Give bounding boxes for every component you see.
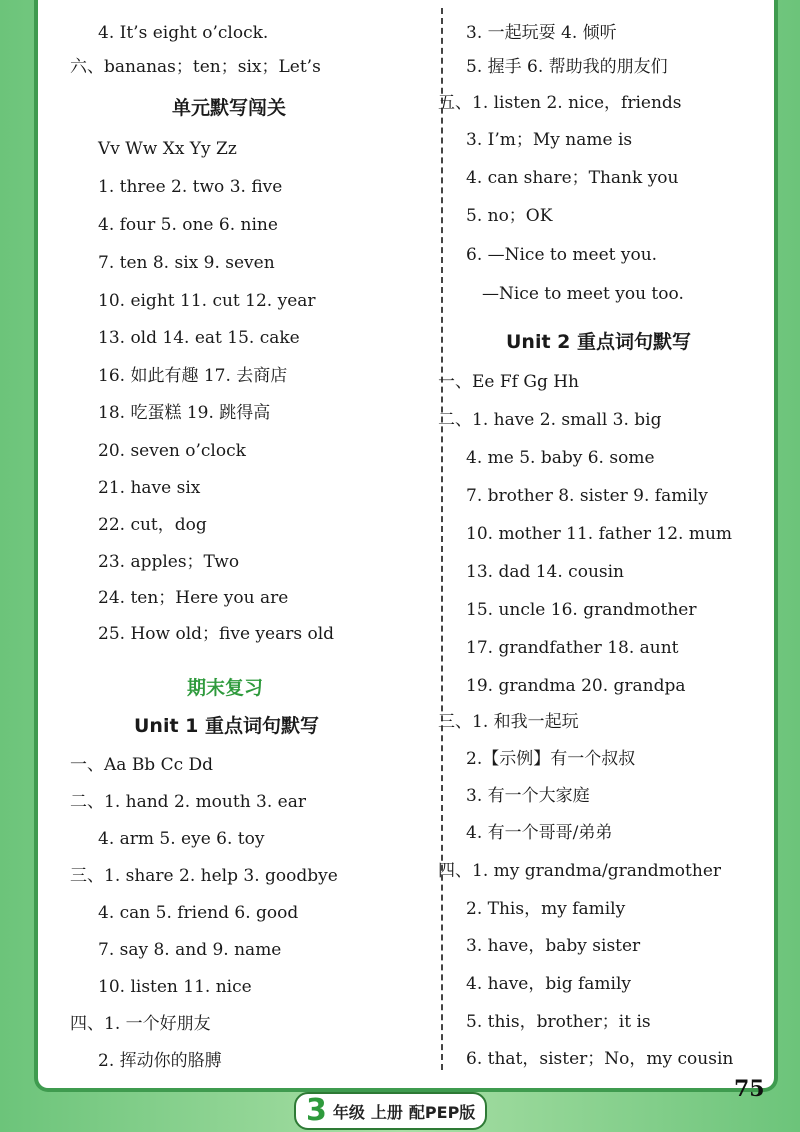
- answer-line: 6. that，sister；No，my cousin: [466, 1049, 734, 1069]
- answer-line: 17. grandfather 18. aunt: [466, 638, 679, 658]
- answer-line: 7. ten 8. six 9. seven: [98, 253, 275, 273]
- answer-line: 7. say 8. and 9. name: [98, 940, 282, 960]
- answer-line: 4. can 5. friend 6. good: [98, 903, 299, 923]
- column-divider: [441, 8, 443, 1070]
- page-number: 75: [734, 1076, 765, 1102]
- answer-line: 2. 挥动你的胳膊: [98, 1051, 222, 1071]
- answer-line: 16. 如此有趣 17. 去商店: [98, 366, 288, 386]
- answer-line: 10. eight 11. cut 12. year: [98, 291, 316, 311]
- answer-line: 13. dad 14. cousin: [466, 562, 624, 582]
- answer-line: 四、1. 一个好朋友: [70, 1014, 211, 1034]
- answer-line: 2. This，my family: [466, 899, 626, 919]
- answer-line: 二、1. hand 2. mouth 3. ear: [70, 792, 306, 812]
- grade-number: 3: [306, 1093, 327, 1128]
- answer-line: 4. arm 5. eye 6. toy: [98, 829, 265, 849]
- answer-line: 4. me 5. baby 6. some: [466, 448, 655, 468]
- answer-line: 2.【示例】有一个叔叔: [466, 749, 636, 769]
- answer-line: 一、Ee Ff Gg Hh: [438, 372, 580, 392]
- answer-line: 1. three 2. two 3. five: [98, 177, 283, 197]
- section-heading-final-review: 期末复习: [187, 677, 264, 699]
- answer-line: 5. no；OK: [466, 206, 553, 226]
- answer-line: 4. can share；Thank you: [466, 168, 679, 188]
- section-heading-unit1: Unit 1 重点词句默写: [134, 715, 319, 737]
- answer-line: 4. four 5. one 6. nine: [98, 215, 278, 235]
- answer-page: [34, 0, 778, 1092]
- answer-line: 25. How old；five years old: [98, 624, 335, 644]
- grade-badge: [294, 1092, 487, 1130]
- grade-label: 年级: [332, 1102, 365, 1122]
- answer-line: 3. I’m；My name is: [466, 130, 633, 150]
- answer-line: 三、1. 和我一起玩: [438, 712, 579, 732]
- answer-line: 4. 有一个哥哥/弟弟: [466, 823, 613, 843]
- volume-label: 上册: [370, 1102, 403, 1122]
- answer-line: 22. cut，dog: [98, 515, 207, 535]
- answer-line: 三、1. share 2. help 3. goodbye: [70, 866, 338, 886]
- answer-line: 20. seven o’clock: [98, 441, 246, 461]
- answer-line: 3. 有一个大家庭: [466, 786, 590, 806]
- answer-line: 10. listen 11. nice: [98, 977, 252, 997]
- edition-label: 配PEP版: [408, 1102, 476, 1122]
- answer-line: 24. ten；Here you are: [98, 588, 289, 608]
- answer-line: Vv Ww Xx Yy Zz: [98, 139, 237, 159]
- answer-line: 23. apples；Two: [98, 552, 240, 572]
- answer-line: 10. mother 11. father 12. mum: [466, 524, 733, 544]
- answer-line: 13. old 14. eat 15. cake: [98, 328, 300, 348]
- answer-line: 一、Aa Bb Cc Dd: [70, 755, 214, 775]
- answer-line: 5. 握手 6. 帮助我的朋友们: [466, 57, 668, 77]
- answer-line: 19. grandma 20. grandpa: [466, 676, 686, 696]
- answer-line: 15. uncle 16. grandmother: [466, 600, 697, 620]
- answer-line: 二、1. have 2. small 3. big: [438, 410, 662, 430]
- answer-line: 3. 一起玩耍 4. 倾听: [466, 23, 617, 43]
- answer-line: 18. 吃蛋糕 19. 跳得高: [98, 403, 271, 423]
- answer-line: 21. have six: [98, 478, 201, 498]
- answer-line: 六、bananas；ten；six；Let’s: [70, 57, 321, 77]
- answer-line: 3. have，baby sister: [466, 936, 641, 956]
- answer-line: 4. It’s eight o’clock.: [98, 23, 269, 43]
- answer-line: 6. —Nice to meet you.: [466, 245, 658, 265]
- answer-line: 四、1. my grandma/grandmother: [438, 861, 722, 881]
- answer-line: —Nice to meet you too.: [482, 284, 684, 304]
- section-heading-unit-test: 单元默写闯关: [172, 97, 287, 119]
- answer-line: 4. have，big family: [466, 974, 632, 994]
- section-heading-unit2: Unit 2 重点词句默写: [506, 331, 691, 353]
- answer-line: 7. brother 8. sister 9. family: [466, 486, 708, 506]
- answer-line: 5. this，brother；it is: [466, 1012, 651, 1032]
- answer-line: 五、1. listen 2. nice，friends: [438, 93, 682, 113]
